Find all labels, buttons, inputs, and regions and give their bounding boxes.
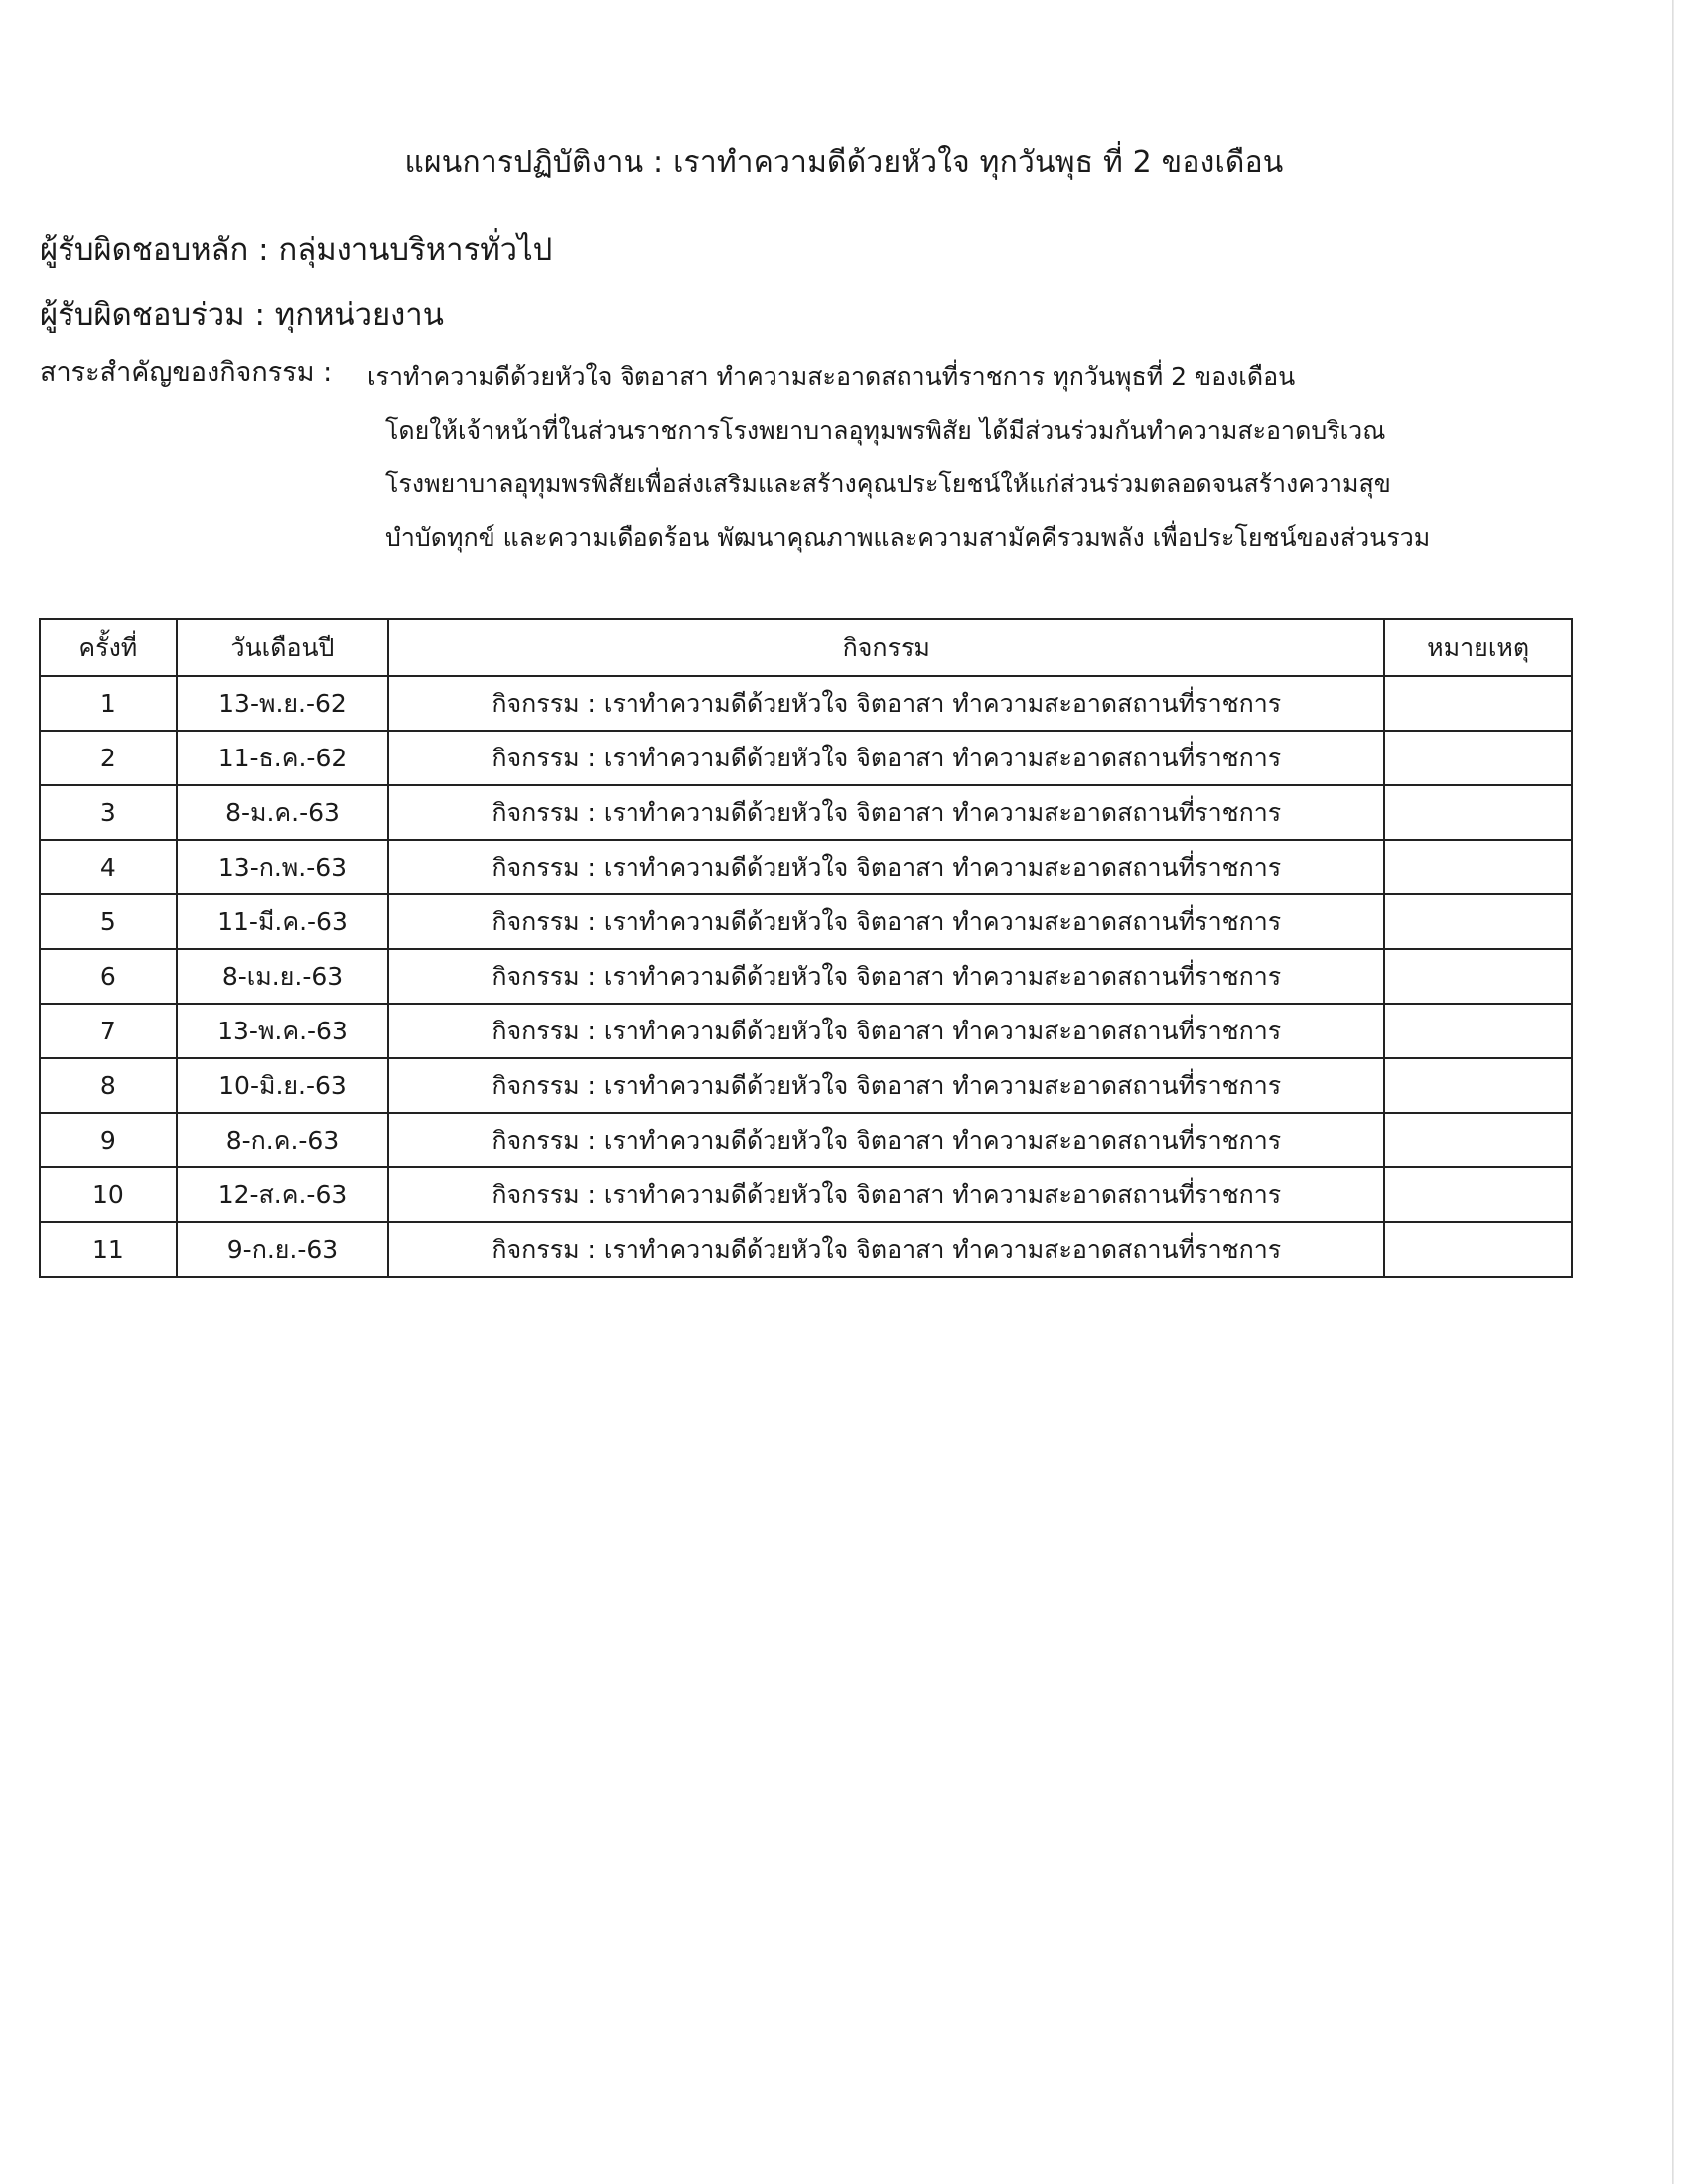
cell-activity: กิจกรรม : เราทำความดีด้วยหัวใจ จิตอาสา ทำความสะอาดสถานที่ราชการ (388, 1167, 1384, 1222)
cell-no: 9 (40, 1113, 177, 1167)
cell-no: 3 (40, 785, 177, 840)
table-row (40, 731, 1572, 785)
cell-no: 11 (40, 1222, 177, 1277)
cell-note (1384, 1058, 1572, 1113)
cell-activity: กิจกรรม : เราทำความดีด้วยหัวใจ จิตอาสา ทำความสะอาดสถานที่ราชการ (388, 949, 1384, 1004)
cell-no: 1 (40, 676, 177, 731)
cell-date: 8-เม.ย.-63 (177, 949, 389, 1004)
cell-no: 2 (40, 731, 177, 785)
cell-note (1384, 1167, 1572, 1222)
table-row (40, 840, 1572, 894)
essence-text (367, 350, 1559, 565)
cell-date: 8-ม.ค.-63 (177, 785, 389, 840)
cell-no: 6 (40, 949, 177, 1004)
scan-edge (1672, 0, 1674, 2184)
cell-activity: กิจกรรม : เราทำความดีด้วยหัวใจ จิตอาสา ทำความสะอาดสถานที่ราชการ (388, 676, 1384, 731)
cell-activity: กิจกรรม : เราทำความดีด้วยหัวใจ จิตอาสา ทำความสะอาดสถานที่ราชการ (388, 1113, 1384, 1167)
essence-line: โรงพยาบาลอุทุมพรพิสัยเพื่อส่งเสริมและสร้างคุณประโยชน์ให้แก่ส่วนร่วมตลอดจนสร้างความสุข (385, 470, 1391, 498)
cell-date: 9-ก.ย.-63 (177, 1222, 389, 1277)
cell-date: 13-ก.พ.-63 (177, 840, 389, 894)
cell-date: 11-มี.ค.-63 (177, 894, 389, 949)
cell-date: 8-ก.ค.-63 (177, 1113, 389, 1167)
main-responsible: ผู้รับผิดชอบหลัก : กลุ่มงานบริหารทั่วไป (40, 232, 553, 268)
essence-line: บำบัดทุกข์ และความเดือดร้อน พัฒนาคุณภาพและความสามัคคีรวมพลัง เพื่อประโยชน์ของส่วนรวม (385, 523, 1431, 552)
cell-note (1384, 731, 1572, 785)
table-row (40, 1167, 1572, 1222)
header-no: ครั้งที่ (40, 619, 177, 676)
header-activity: กิจกรรม (388, 619, 1384, 676)
co-responsible: ผู้รับผิดชอบร่วม : ทุกหน่วยงาน (40, 297, 444, 333)
table-row (40, 1058, 1572, 1113)
cell-note (1384, 1113, 1572, 1167)
cell-activity: กิจกรรม : เราทำความดีด้วยหัวใจ จิตอาสา ทำความสะอาดสถานที่ราชการ (388, 1222, 1384, 1277)
cell-activity: กิจกรรม : เราทำความดีด้วยหัวใจ จิตอาสา ทำความสะอาดสถานที่ราชการ (388, 894, 1384, 949)
cell-activity: กิจกรรม : เราทำความดีด้วยหัวใจ จิตอาสา ทำความสะอาดสถานที่ราชการ (388, 840, 1384, 894)
table-row (40, 676, 1572, 731)
cell-note (1384, 894, 1572, 949)
table-row (40, 1004, 1572, 1058)
cell-note (1384, 1222, 1572, 1277)
header-date: วันเดือนปี (177, 619, 389, 676)
cell-date: 11-ธ.ค.-62 (177, 731, 389, 785)
cell-no: 5 (40, 894, 177, 949)
table-row (40, 1113, 1572, 1167)
cell-note (1384, 1004, 1572, 1058)
essence-line: เราทำความดีด้วยหัวใจ จิตอาสา ทำความสะอาดสถานที่ราชการ ทุกวันพุธที่ 2 ของเดือน (367, 362, 1296, 391)
header-note: หมายเหตุ (1384, 619, 1572, 676)
cell-note (1384, 949, 1572, 1004)
cell-activity: กิจกรรม : เราทำความดีด้วยหัวใจ จิตอาสา ทำความสะอาดสถานที่ราชการ (388, 1004, 1384, 1058)
table-header-row (40, 619, 1572, 676)
page-title: แผนการปฏิบัติงาน : เราทำความดีด้วยหัวใจ ทุกวันพุธ ที่ 2 ของเดือน (404, 145, 1284, 180)
cell-note (1384, 676, 1572, 731)
cell-note (1384, 785, 1572, 840)
table-row (40, 894, 1572, 949)
table-row (40, 1222, 1572, 1277)
cell-date: 13-พ.ย.-62 (177, 676, 389, 731)
cell-no: 10 (40, 1167, 177, 1222)
table-row (40, 949, 1572, 1004)
cell-activity: กิจกรรม : เราทำความดีด้วยหัวใจ จิตอาสา ทำความสะอาดสถานที่ราชการ (388, 785, 1384, 840)
cell-date: 12-ส.ค.-63 (177, 1167, 389, 1222)
cell-no: 8 (40, 1058, 177, 1113)
cell-no: 7 (40, 1004, 177, 1058)
essence-line: โดยให้เจ้าหน้าที่ในส่วนราชการโรงพยาบาลอุทุมพรพิสัย ได้มีส่วนร่วมกันทำความสะอาดบริเวณ (385, 416, 1386, 445)
cell-no: 4 (40, 840, 177, 894)
cell-note (1384, 840, 1572, 894)
cell-activity: กิจกรรม : เราทำความดีด้วยหัวใจ จิตอาสา ทำความสะอาดสถานที่ราชการ (388, 731, 1384, 785)
essence-label: สาระสำคัญของกิจกรรม : (40, 357, 333, 388)
table-row (40, 785, 1572, 840)
activity-plan-table (39, 618, 1573, 1278)
cell-activity: กิจกรรม : เราทำความดีด้วยหัวใจ จิตอาสา ทำความสะอาดสถานที่ราชการ (388, 1058, 1384, 1113)
cell-date: 10-มิ.ย.-63 (177, 1058, 389, 1113)
cell-date: 13-พ.ค.-63 (177, 1004, 389, 1058)
